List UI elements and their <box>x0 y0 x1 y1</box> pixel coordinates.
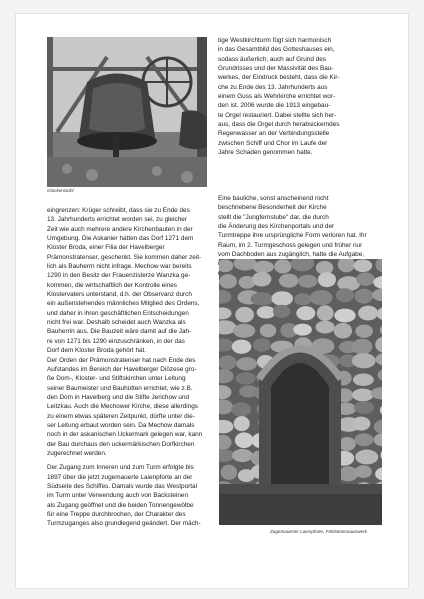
text-line: sodass äußerlich, auch auf Grund des <box>218 55 326 63</box>
stone <box>298 275 318 288</box>
text-line: che zu Ende des 13. Jahrhunderts aus <box>218 83 328 91</box>
text-line: und daher in ihren geschäftlichen Entscheidungen <box>47 309 189 317</box>
text-line: Regenwasser an der Verbindungsstelle <box>218 130 330 138</box>
text-line: Der Orden der Prämonstratenser hat nach Ende des <box>47 356 196 364</box>
text-line: beschriebene Besonderheit der Kirche <box>218 204 327 212</box>
text-line: Aufstandes im Bereich der Havelberger Diözese gro- <box>47 365 197 373</box>
stone <box>235 307 254 323</box>
stone <box>279 274 299 288</box>
stone <box>274 259 291 273</box>
stone <box>317 305 334 321</box>
stone <box>355 450 378 465</box>
stone <box>355 433 374 446</box>
text-line: tige Westkirchturm fügt sich harmonisch <box>218 37 332 44</box>
text-line: nicht frei war. Deshalb scheidet auch Wanzka als <box>47 319 186 327</box>
text-line: ße Dom-, Kloster- und Stiftskirchen unter Leitung <box>47 375 186 383</box>
stone <box>235 432 253 448</box>
text-line: zwischen Schiff und Chor im Laufe der <box>218 139 328 147</box>
text-line: als Zugang geöffnet und die beiden Tonnengewölbe <box>47 501 194 509</box>
stone <box>353 373 374 386</box>
text-line: Klostervaters unterstand, d.h. der Observanz durch <box>47 291 192 299</box>
stone <box>352 353 376 368</box>
stone <box>250 292 273 305</box>
portal-illustration <box>219 259 382 525</box>
stone <box>339 437 356 451</box>
text-line: Kloster Broda, einer Filia der Havelberger <box>47 244 165 252</box>
stone <box>356 272 375 285</box>
stone <box>310 290 333 305</box>
stone <box>253 338 271 352</box>
stone <box>293 324 312 336</box>
left-column-text <box>47 206 209 529</box>
text-line: eingrenzen: Krüger schreibt, dass sie zu Ende des <box>47 207 190 214</box>
text-line: zugerechnet werden. <box>47 449 107 457</box>
text-line: aus, dass die Orgel durch herabsickerndes <box>218 121 340 129</box>
text-line: in das Gesamtbild des Gotteshauses ein, <box>218 46 335 54</box>
stone <box>336 288 354 302</box>
stone <box>334 309 355 323</box>
text-line: Jahre Schaden genommen hatte. <box>218 149 313 157</box>
stone <box>233 324 255 338</box>
text-line: 13. Jahrhunderts errichtet worden sei, zu gleicher <box>47 216 187 224</box>
text-line: Südseite des Schiffes. Damals wurde das Westportal <box>47 482 198 490</box>
text-line: Grundrisses und der Massivität des Bau- <box>218 65 334 73</box>
portal-photo <box>219 259 382 525</box>
stone <box>352 388 374 401</box>
stone <box>294 293 311 305</box>
text-line: Dorf dem Kloster Broda gehört hat. <box>47 347 147 355</box>
stone <box>316 321 335 334</box>
text-line: Raum, im 2. Turmgeschoss gelegen und früher nur <box>218 241 363 249</box>
text-line: Eine bauliche, sonst anscheinend nicht <box>218 195 329 202</box>
stone <box>354 259 373 272</box>
text-line: Turmtreppe ihre ursprüngliche Form verloren hat. Ihr <box>218 232 367 240</box>
stone <box>352 339 373 355</box>
stone <box>232 340 252 354</box>
stone <box>231 402 251 416</box>
stone <box>236 372 256 384</box>
stone <box>232 449 253 462</box>
text-line: ein außenstehendes männliches Mitglied des Ordens, <box>47 300 200 308</box>
text-line: die Änderung des Kirchenportals und der <box>218 223 335 231</box>
right-column-top-text <box>218 36 380 157</box>
stone <box>358 306 378 321</box>
text-line: den Dom in Havelberg und die Stifte Jerichow und <box>47 393 190 401</box>
stone <box>273 305 290 318</box>
stone <box>221 465 237 480</box>
stone <box>260 324 276 337</box>
text-line: den ist. 2006 wurde die 1913 eingebau- <box>218 102 331 110</box>
text-line: für eine Treppe durchbrochen, der Charakter des <box>47 511 186 518</box>
text-line: stellt die "Jungfernstube" dar, die durch <box>218 213 329 221</box>
text-line: werkes, der Eindruck besteht, dass die Kir- <box>218 74 340 82</box>
stone <box>234 416 250 431</box>
text-line: Bauherrin aus. Die Bauzeit wäre damit auf die Jah- <box>47 328 192 336</box>
bell-caption: Glockenstuhl <box>47 188 74 193</box>
text-line: Der Zugang zum Inneren und zum Turm erfolgte bis <box>47 464 194 472</box>
text-line: Turmzuganges also grundlegend geändert. Der mäch- <box>47 520 201 528</box>
text-line: lich als Bauherrn nicht infrage. Mechow war bereits <box>47 263 192 271</box>
text-line: re von 1271 bis 1290 einzuschränken, in der das <box>47 337 185 345</box>
text-line: 1897 über die jetzt zugemauerte Laienpforte an der <box>47 473 193 481</box>
stone <box>271 291 293 306</box>
text-line: Prämonstratenser, geschenkt. Sie kommen daher zeit- <box>47 253 202 261</box>
text-line: seiner Baumeister und Bauhütten errichtet, wie z.B. <box>47 384 193 392</box>
stone <box>355 465 372 478</box>
text-line: im Turm unter Verwendung auch von Backsteinen <box>47 492 189 500</box>
text-line: 1290 in den Besitz der Frauenzisterze Wanzka ge- <box>47 272 191 280</box>
stone <box>355 289 373 304</box>
stone <box>252 272 271 287</box>
portal-caption: Zugemauerter Laienpforte, Feldsteinmauerwerk <box>270 529 368 534</box>
stone <box>236 357 257 370</box>
text-line: noch in der askanischen Uckermark gelegen war, kann <box>47 431 203 439</box>
text-line: Umgebung. Die Askanier hatten das Dorf 1271 dem <box>47 235 194 243</box>
stone <box>354 401 374 414</box>
stone <box>219 274 237 288</box>
stone <box>219 355 236 369</box>
stone <box>253 261 274 273</box>
text-line: Zeit wie auch mehrere andere Kirchenbauten in der <box>47 225 193 233</box>
text-line: einem Guss als Wehrkirche errichtet wor- <box>218 93 336 101</box>
stone <box>352 417 371 431</box>
text-line: te Orgel restauriert. Dabei stellte sich her- <box>218 111 337 119</box>
text-line: kommen, die wirtschaftlich der Kontrolle eines <box>47 281 178 289</box>
text-line: zu einem etwas späteren Zeitpunkt, dürfte unter die- <box>47 412 195 420</box>
stone <box>338 466 358 481</box>
text-line: Leitzkau. Auch die Mechower Kirche, diese allerdings <box>47 403 198 411</box>
stone <box>296 306 315 320</box>
bell-photo <box>47 37 207 187</box>
text-line: vom Dachboden aus zugänglich, hatte die Aufgabe, <box>218 251 365 259</box>
text-line: ser Leitung erbaut worden sein. Da Mechow damals <box>47 421 195 429</box>
text-line: der Bau durchaus den uckermärkischen Dorfkirchen <box>47 440 195 448</box>
stone <box>257 306 276 318</box>
stone <box>355 324 372 337</box>
stone <box>318 272 336 287</box>
bell-illustration <box>47 37 207 187</box>
stone <box>334 323 352 339</box>
